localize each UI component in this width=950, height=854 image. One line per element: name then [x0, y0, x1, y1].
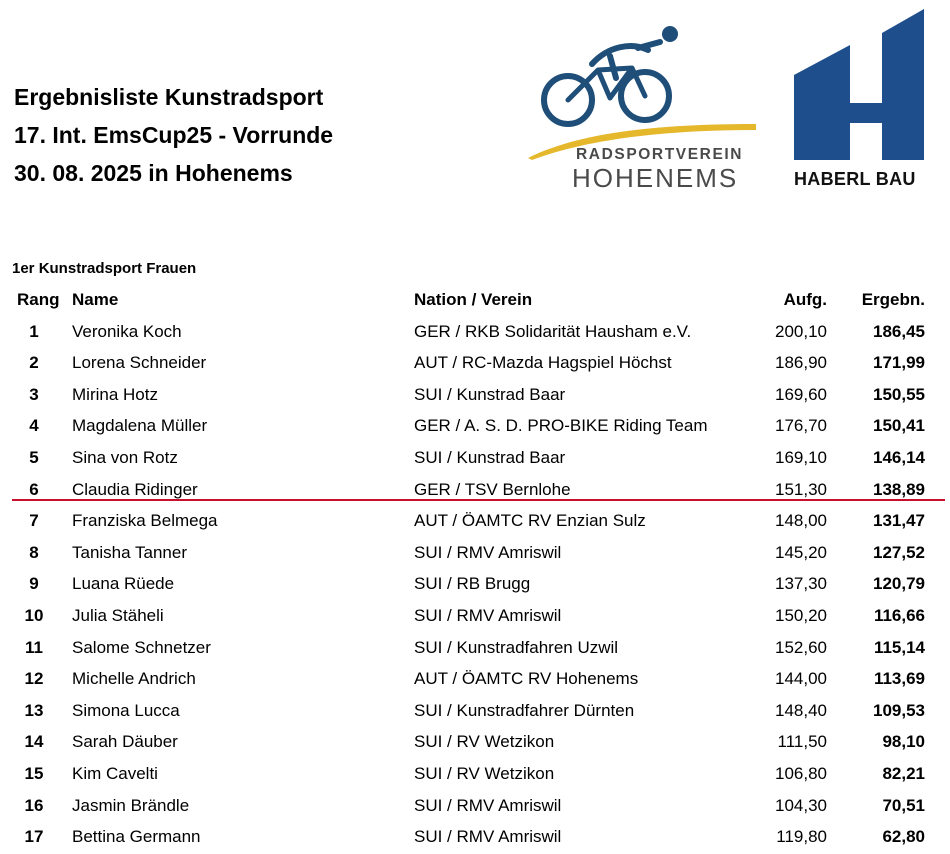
cell-ergebn: 70,51	[882, 795, 925, 815]
cell-name: Simona Lucca	[72, 700, 180, 720]
cell-name: Claudia Ridinger	[72, 479, 198, 499]
table-row	[0, 411, 950, 443]
cell-aufg: 119,80	[776, 827, 827, 847]
cell-ergebn: 116,66	[873, 605, 925, 625]
h-building-icon	[790, 5, 940, 165]
cell-name: Lorena Schneider	[72, 353, 207, 373]
cell-nation: SUI / RMV Amriswil	[414, 542, 562, 562]
cell-ergebn: 171,99	[873, 353, 925, 373]
category-title: 1er Kunstradsport Frauen	[12, 260, 197, 277]
cell-name: Salome Schnetzer	[72, 637, 211, 657]
cell-nation: SUI / RMV Amriswil	[414, 605, 562, 625]
cell-name: Julia Stäheli	[72, 605, 164, 625]
cell-aufg: 111,50	[777, 732, 827, 752]
logo-text-haberl-bau: HABERL BAU	[794, 169, 916, 189]
cell-ergebn: 62,80	[882, 827, 925, 847]
results-table	[0, 285, 950, 854]
cell-ergebn: 115,14	[873, 637, 925, 657]
table-row	[0, 791, 950, 823]
cell-rank: 7	[29, 511, 39, 531]
table-row	[0, 601, 950, 633]
header-nation: Nation / Verein	[414, 290, 533, 309]
cell-aufg: 150,20	[775, 605, 827, 625]
logo-text-radsportverein: RADSPORTVEREIN	[576, 146, 744, 163]
cell-nation: SUI / Kunstradfahren Uzwil	[414, 637, 619, 657]
cell-nation: AUT / ÖAMTC RV Hohenems	[414, 669, 639, 689]
cell-aufg: 169,10	[775, 447, 827, 467]
cell-nation: SUI / Kunstrad Baar	[414, 384, 566, 404]
table-row	[0, 443, 950, 475]
cell-name: Bettina Germann	[72, 827, 201, 847]
cell-name: Luana Rüede	[72, 574, 175, 594]
table-header-row	[0, 285, 950, 317]
cell-name: Franziska Belmega	[72, 511, 218, 531]
cell-aufg: 151,30	[775, 479, 827, 499]
table-row	[0, 317, 950, 349]
cell-rank: 12	[24, 669, 44, 689]
cell-nation: SUI / RV Wetzikon	[414, 732, 555, 752]
cell-rank: 9	[29, 574, 39, 594]
cell-ergebn: 109,53	[873, 700, 925, 720]
header-ergebn: Ergebn.	[861, 290, 925, 309]
cell-name: Mirina Hotz	[72, 384, 158, 404]
table-row	[0, 569, 950, 601]
cell-ergebn: 113,69	[873, 669, 925, 689]
table-row	[0, 664, 950, 696]
cell-rank: 5	[29, 447, 39, 467]
table-row	[0, 822, 950, 854]
table-row	[0, 380, 950, 412]
cell-name: Sina von Rotz	[72, 447, 178, 467]
cell-nation: GER / TSV Bernlohe	[414, 479, 571, 499]
cell-rank: 13	[24, 700, 44, 720]
cell-ergebn: 82,21	[882, 763, 925, 783]
cell-aufg: 169,60	[775, 384, 827, 404]
cell-aufg: 145,20	[775, 542, 827, 562]
cell-rank: 2	[29, 353, 39, 373]
cell-aufg: 144,00	[775, 669, 827, 689]
cell-ergebn: 150,41	[873, 416, 925, 436]
cell-aufg: 104,30	[775, 795, 827, 815]
cell-name: Michelle Andrich	[72, 669, 196, 689]
cell-name: Tanisha Tanner	[72, 542, 187, 562]
cell-rank: 3	[29, 384, 39, 404]
header-aufg: Aufg.	[783, 290, 827, 309]
table-row	[0, 348, 950, 380]
title-line: 17. Int. EmsCup25 - Vorrunde	[14, 122, 334, 148]
cell-ergebn: 131,47	[873, 511, 925, 531]
cell-rank: 4	[29, 416, 39, 436]
cell-nation: GER / RKB Solidarität Hausham e.V.	[414, 321, 692, 341]
header-name: Name	[72, 290, 119, 309]
cell-nation: SUI / Kunstradfahrer Dürnten	[414, 700, 635, 720]
cell-rank: 17	[24, 827, 44, 847]
qualification-line	[12, 499, 945, 501]
cell-nation: SUI / RB Brugg	[414, 574, 531, 594]
cell-rank: 11	[25, 637, 43, 657]
header-rank: Rang	[17, 290, 60, 309]
table-row	[0, 727, 950, 759]
cell-rank: 14	[24, 732, 44, 752]
logo-text-hohenems: HOHENEMS	[572, 163, 739, 193]
table-row	[0, 633, 950, 665]
title-line: 30. 08. 2025 in Hohenems	[14, 160, 293, 186]
cell-nation: SUI / RMV Amriswil	[414, 795, 562, 815]
table-row	[0, 506, 950, 538]
cell-rank: 6	[29, 479, 39, 499]
cell-nation: SUI / Kunstrad Baar	[414, 447, 566, 467]
cell-aufg: 186,90	[775, 353, 827, 373]
table-row	[0, 759, 950, 791]
cell-name: Jasmin Brändle	[72, 795, 190, 815]
cell-rank: 8	[29, 542, 39, 562]
radsportverein-logo	[520, 20, 765, 193]
cell-ergebn: 150,55	[873, 384, 925, 404]
title-line: Ergebnisliste Kunstradsport	[14, 84, 324, 110]
cell-ergebn: 138,89	[873, 479, 925, 499]
cell-ergebn: 120,79	[873, 574, 925, 594]
cell-nation: GER / A. S. D. PRO-BIKE Riding Team	[414, 416, 708, 436]
cell-ergebn: 127,52	[873, 542, 925, 562]
cell-name: Magdalena Müller	[72, 416, 208, 436]
cell-aufg: 148,40	[775, 700, 827, 720]
page-title	[14, 78, 333, 192]
cell-aufg: 176,70	[775, 416, 827, 436]
cell-ergebn: 98,10	[882, 732, 925, 752]
cell-ergebn: 146,14	[873, 447, 925, 467]
cell-nation: SUI / RMV Amriswil	[414, 827, 562, 847]
cell-name: Veronika Koch	[72, 321, 182, 341]
cell-nation: AUT / RC-Mazda Hagspiel Höchst	[414, 353, 672, 373]
cell-rank: 16	[24, 795, 44, 815]
cell-aufg: 200,10	[775, 321, 827, 341]
cell-ergebn: 186,45	[873, 321, 925, 341]
cell-rank: 1	[29, 321, 39, 341]
table-row	[0, 696, 950, 728]
table-row	[0, 475, 950, 507]
cell-nation: SUI / RV Wetzikon	[414, 763, 555, 783]
cell-aufg: 152,60	[775, 637, 827, 657]
cell-nation: AUT / ÖAMTC RV Enzian Sulz	[414, 511, 646, 531]
cell-aufg: 148,00	[775, 511, 827, 531]
table-row	[0, 538, 950, 570]
cell-aufg: 137,30	[775, 574, 827, 594]
cell-name: Sarah Däuber	[72, 732, 178, 752]
cell-rank: 10	[24, 605, 44, 625]
haberl-bau-logo	[790, 5, 940, 190]
cell-name: Kim Cavelti	[72, 763, 158, 783]
cell-rank: 15	[24, 763, 44, 783]
cyclist-icon	[520, 20, 765, 160]
cell-aufg: 106,80	[775, 763, 827, 783]
